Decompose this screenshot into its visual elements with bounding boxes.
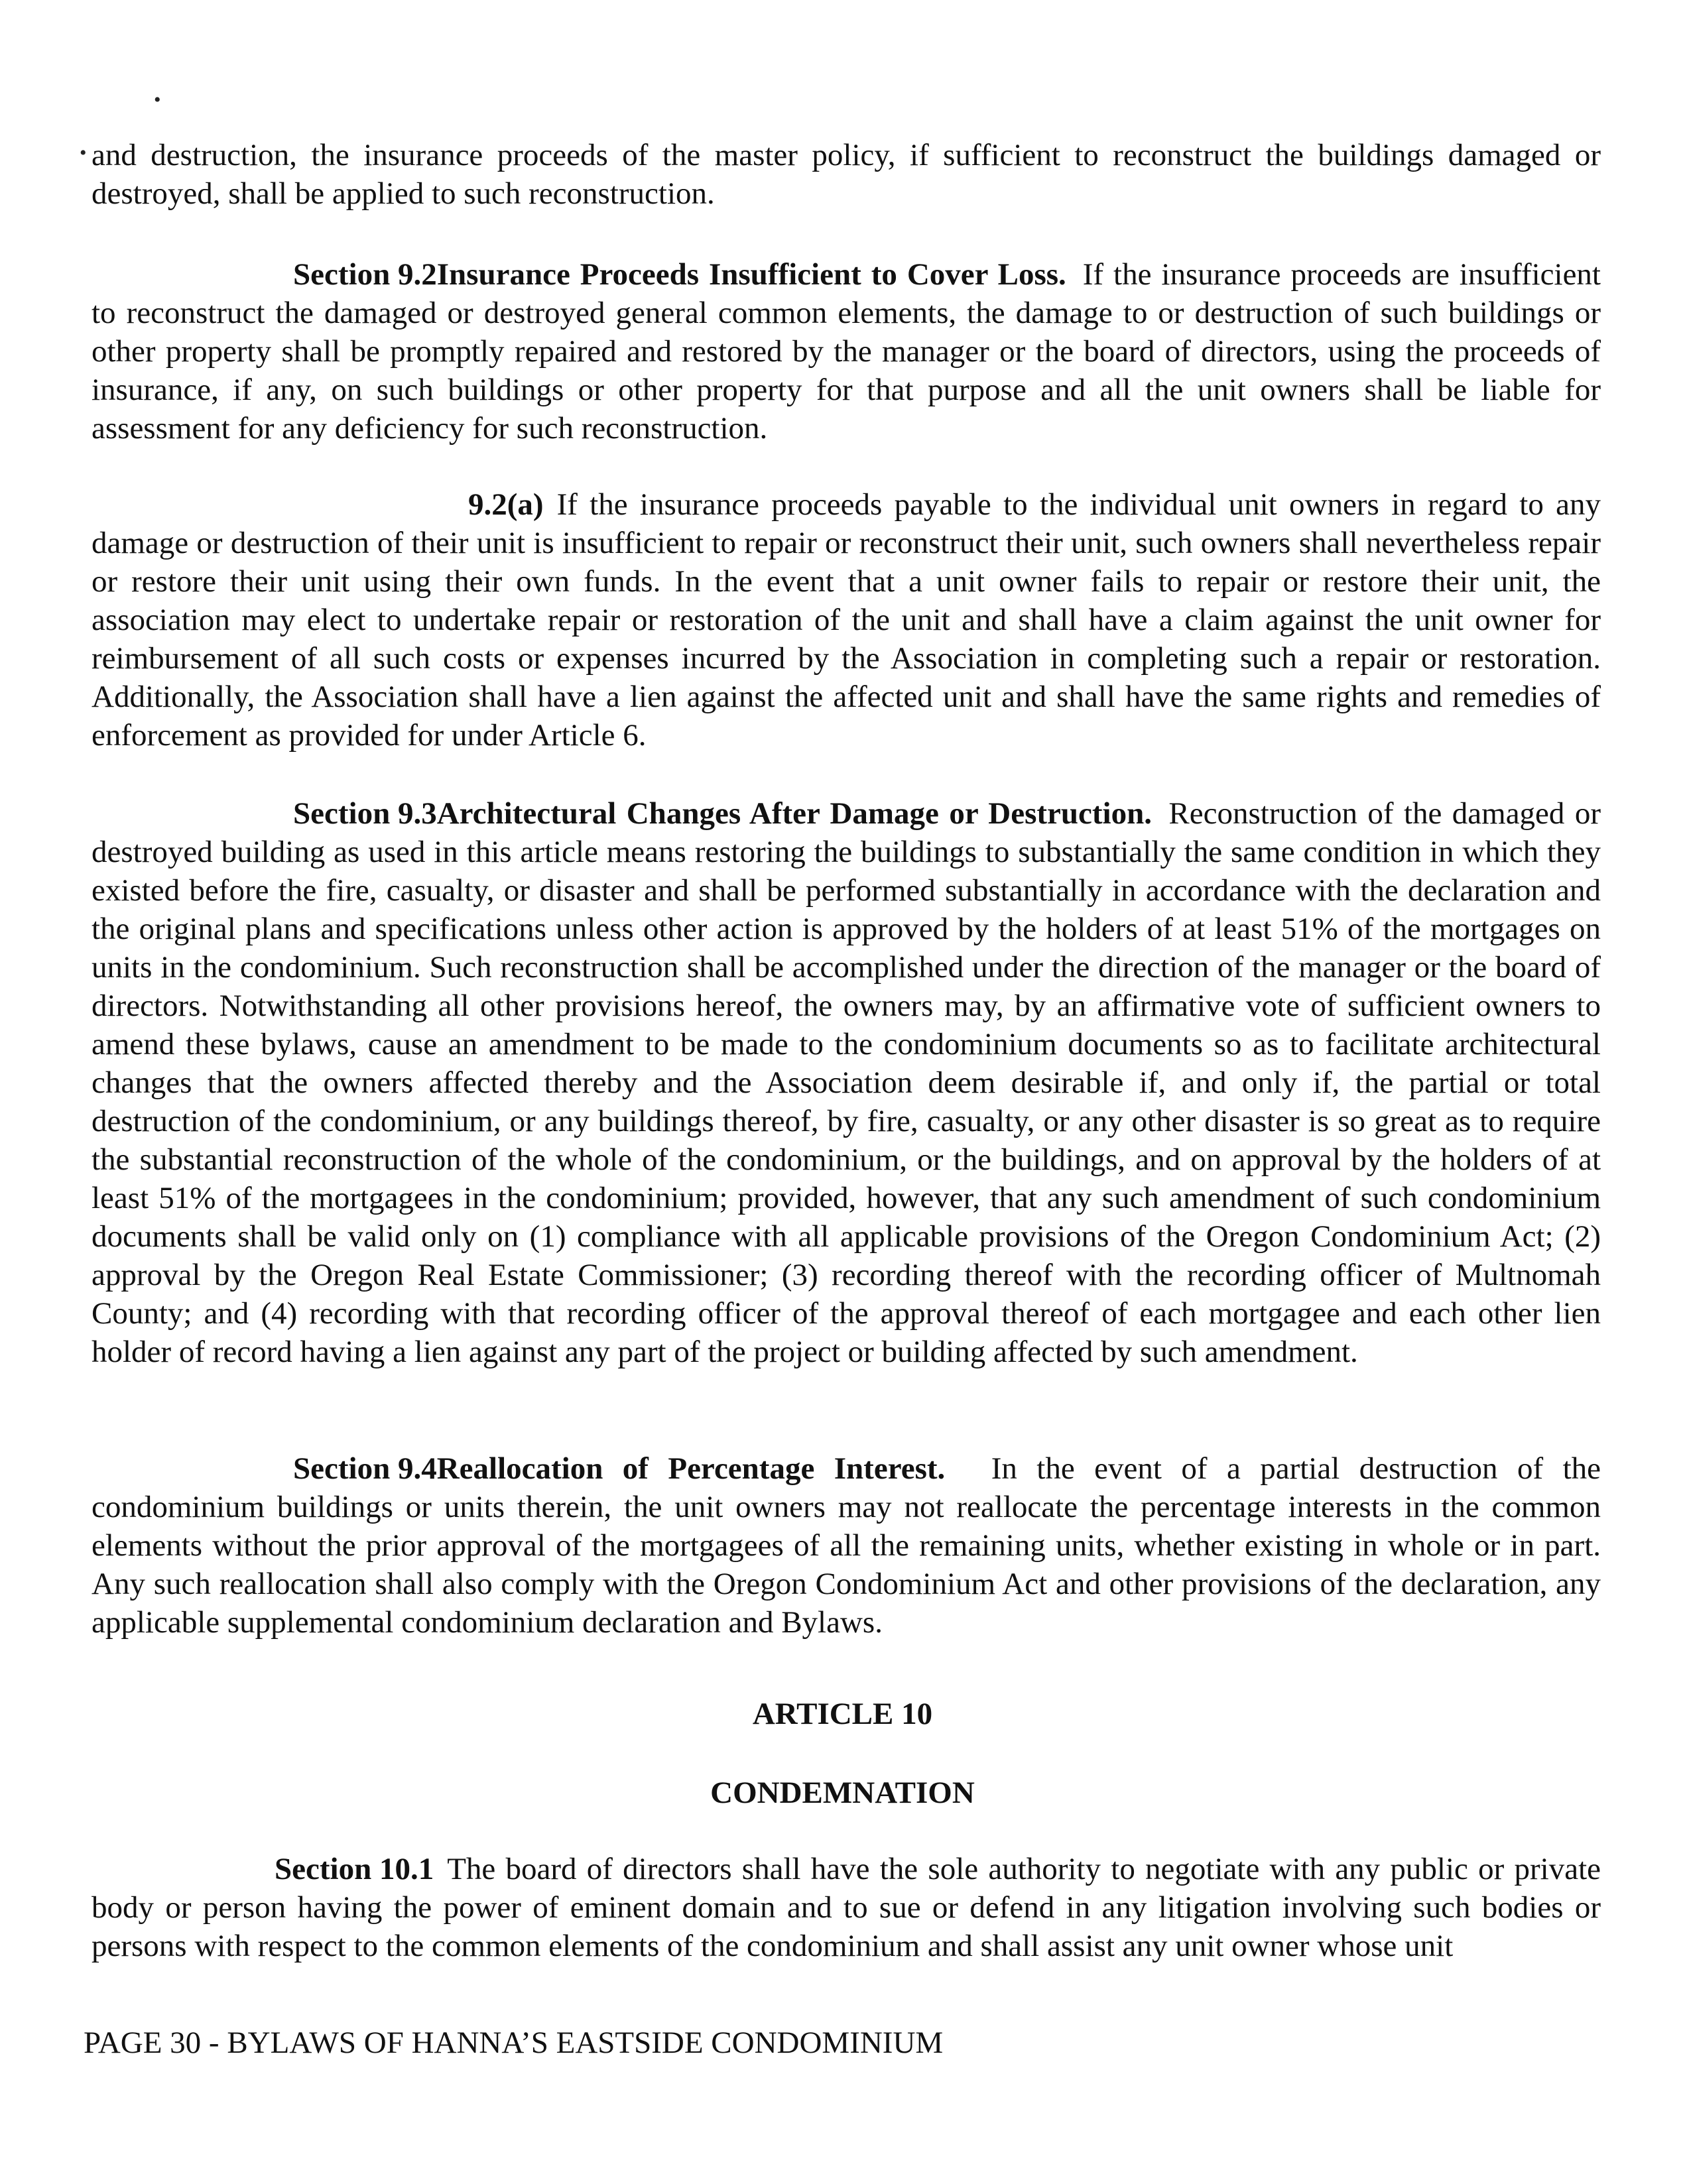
section-number: Section 9.2 xyxy=(293,257,437,292)
section-9-2a-paragraph xyxy=(92,485,1601,755)
section-9-3 xyxy=(92,794,1601,1371)
section-9-4-paragraph xyxy=(92,1449,1601,1642)
section-text: Reconstruction of the damaged or destroyed building as used in this article means restoring the buildings to substantially the same condition in which they existed before the fire, casualty, or disaster and shall be performed substantially in accordance with the declaration and the original plans and specifications unless other action is approved by the holders of at least 51% of the mortgages on units in the condominium. Such reconstruction shall be accomplished under the direction of the manager or the board of directors. Notwithstanding all other provisions hereof, the owners may, by an affirmative vote of sufficient owners to amend these bylaws, cause an amendment to be made to the condominium documents so as to facilitate architectural changes that the owners affected thereby and the Association deem desirable if, and only if, the partial or total destruction of the condominium, or any buildings thereof, by fire, casualty, or any other disaster is so great as to require the substantial reconstruction of the whole of the condominium, or the buildings, and on approval by the holders of at least 51% of the mortgagees in the condominium; provided, however, that any such amendment of such condominium documents shall be valid only on (1) compliance with all applicable provisions of the Oregon Condominium Act; (2) approval by the Oregon Real Estate Commissioner; (3) recording thereof with the recording officer of Multnomah County; and (4) recording with that recording officer of the approval thereof of each mortgagee and each other lien holder of record having a lien against any part of the project or building affected by such amendment. xyxy=(92,796,1601,1369)
opening-fragment: and destruction, the insurance proceeds of the master policy, if sufficient to reconstruct the buildings damaged or destroyed, shall be applied to such reconstruction. xyxy=(92,138,1601,211)
section-title: Insurance Proceeds Insufficient to Cover Loss. xyxy=(436,257,1066,292)
section-10-1 xyxy=(92,1850,1601,1965)
section-text: If the insurance proceeds payable to the individual unit owners in regard to any damage or destruction of their unit is insufficient to repair or reconstruct their unit, such owners shall nevertheless repair or restore their unit using their own funds. In the event that a unit owner fails to repair or restore their unit, the association may elect to undertake repair or restoration of the unit and shall have a claim against the unit owner for reimbursement of all such costs or expenses incurred by the Association in completing such a repair or restoration. Additionally, the Association shall have a lien against the affected unit and shall have the same rights and remedies of enforcement as provided for under Article 6. xyxy=(92,487,1601,753)
article-heading: ARTICLE 10 xyxy=(752,1697,933,1731)
section-text: The board of directors shall have the sole authority to negotiate with any public or private body or person having the power of eminent domain and to sue or defend in any litigation involving such bodies or persons with respect to the common elements of the condominium and shall assist any unit owner whose unit xyxy=(92,1852,1601,1963)
section-9-2a xyxy=(92,485,1601,755)
section-text: In the event of a partial destruction of the condominium buildings or units therein, the unit owners may not reallocate the percentage interests in the common elements without the prior approval of the mortgagees of all the remaining units, whether existing in whole or in part. Any such reallocation shall also comply with the Oregon Condominium Act and other provisions of the declaration, any applicable supplemental condominium declaration and Bylaws. xyxy=(92,1451,1601,1640)
scan-artifact-bullet: • xyxy=(80,142,87,164)
page-footer: PAGE 30 - BYLAWS OF HANNA’S EASTSIDE CONDOMINIUM xyxy=(84,2026,944,2060)
section-number: Section 9.4 xyxy=(293,1451,437,1486)
section-title: Architectural Changes After Damage or Destruction. xyxy=(436,796,1152,831)
section-10-1-paragraph xyxy=(92,1850,1601,1965)
section-9-3-paragraph xyxy=(92,794,1601,1371)
section-9-2 xyxy=(92,255,1601,448)
section-9-4 xyxy=(92,1449,1601,1642)
section-text: If the insurance proceeds are insufficient to reconstruct the damaged or destroyed general common elements, the damage to or destruction of such buildings or other property shall be promptly repaired and restored by the manager or the board of directors, using the proceeds of insurance, if any, on such buildings or other property for that purpose and all the unit owners shall be liable for assessment for any deficiency for such reconstruction. xyxy=(92,257,1601,446)
section-9-2-paragraph xyxy=(92,255,1601,448)
section-number: 9.2(a) xyxy=(468,487,544,522)
section-number: Section 10.1 xyxy=(275,1852,434,1886)
section-number: Section 9.3 xyxy=(293,796,437,831)
section-title: Reallocation of Percentage Interest. xyxy=(436,1451,946,1486)
article-title: CONDEMNATION xyxy=(710,1776,975,1810)
opening-paragraph xyxy=(92,136,1601,213)
scan-artifact-mark: • xyxy=(154,89,161,111)
